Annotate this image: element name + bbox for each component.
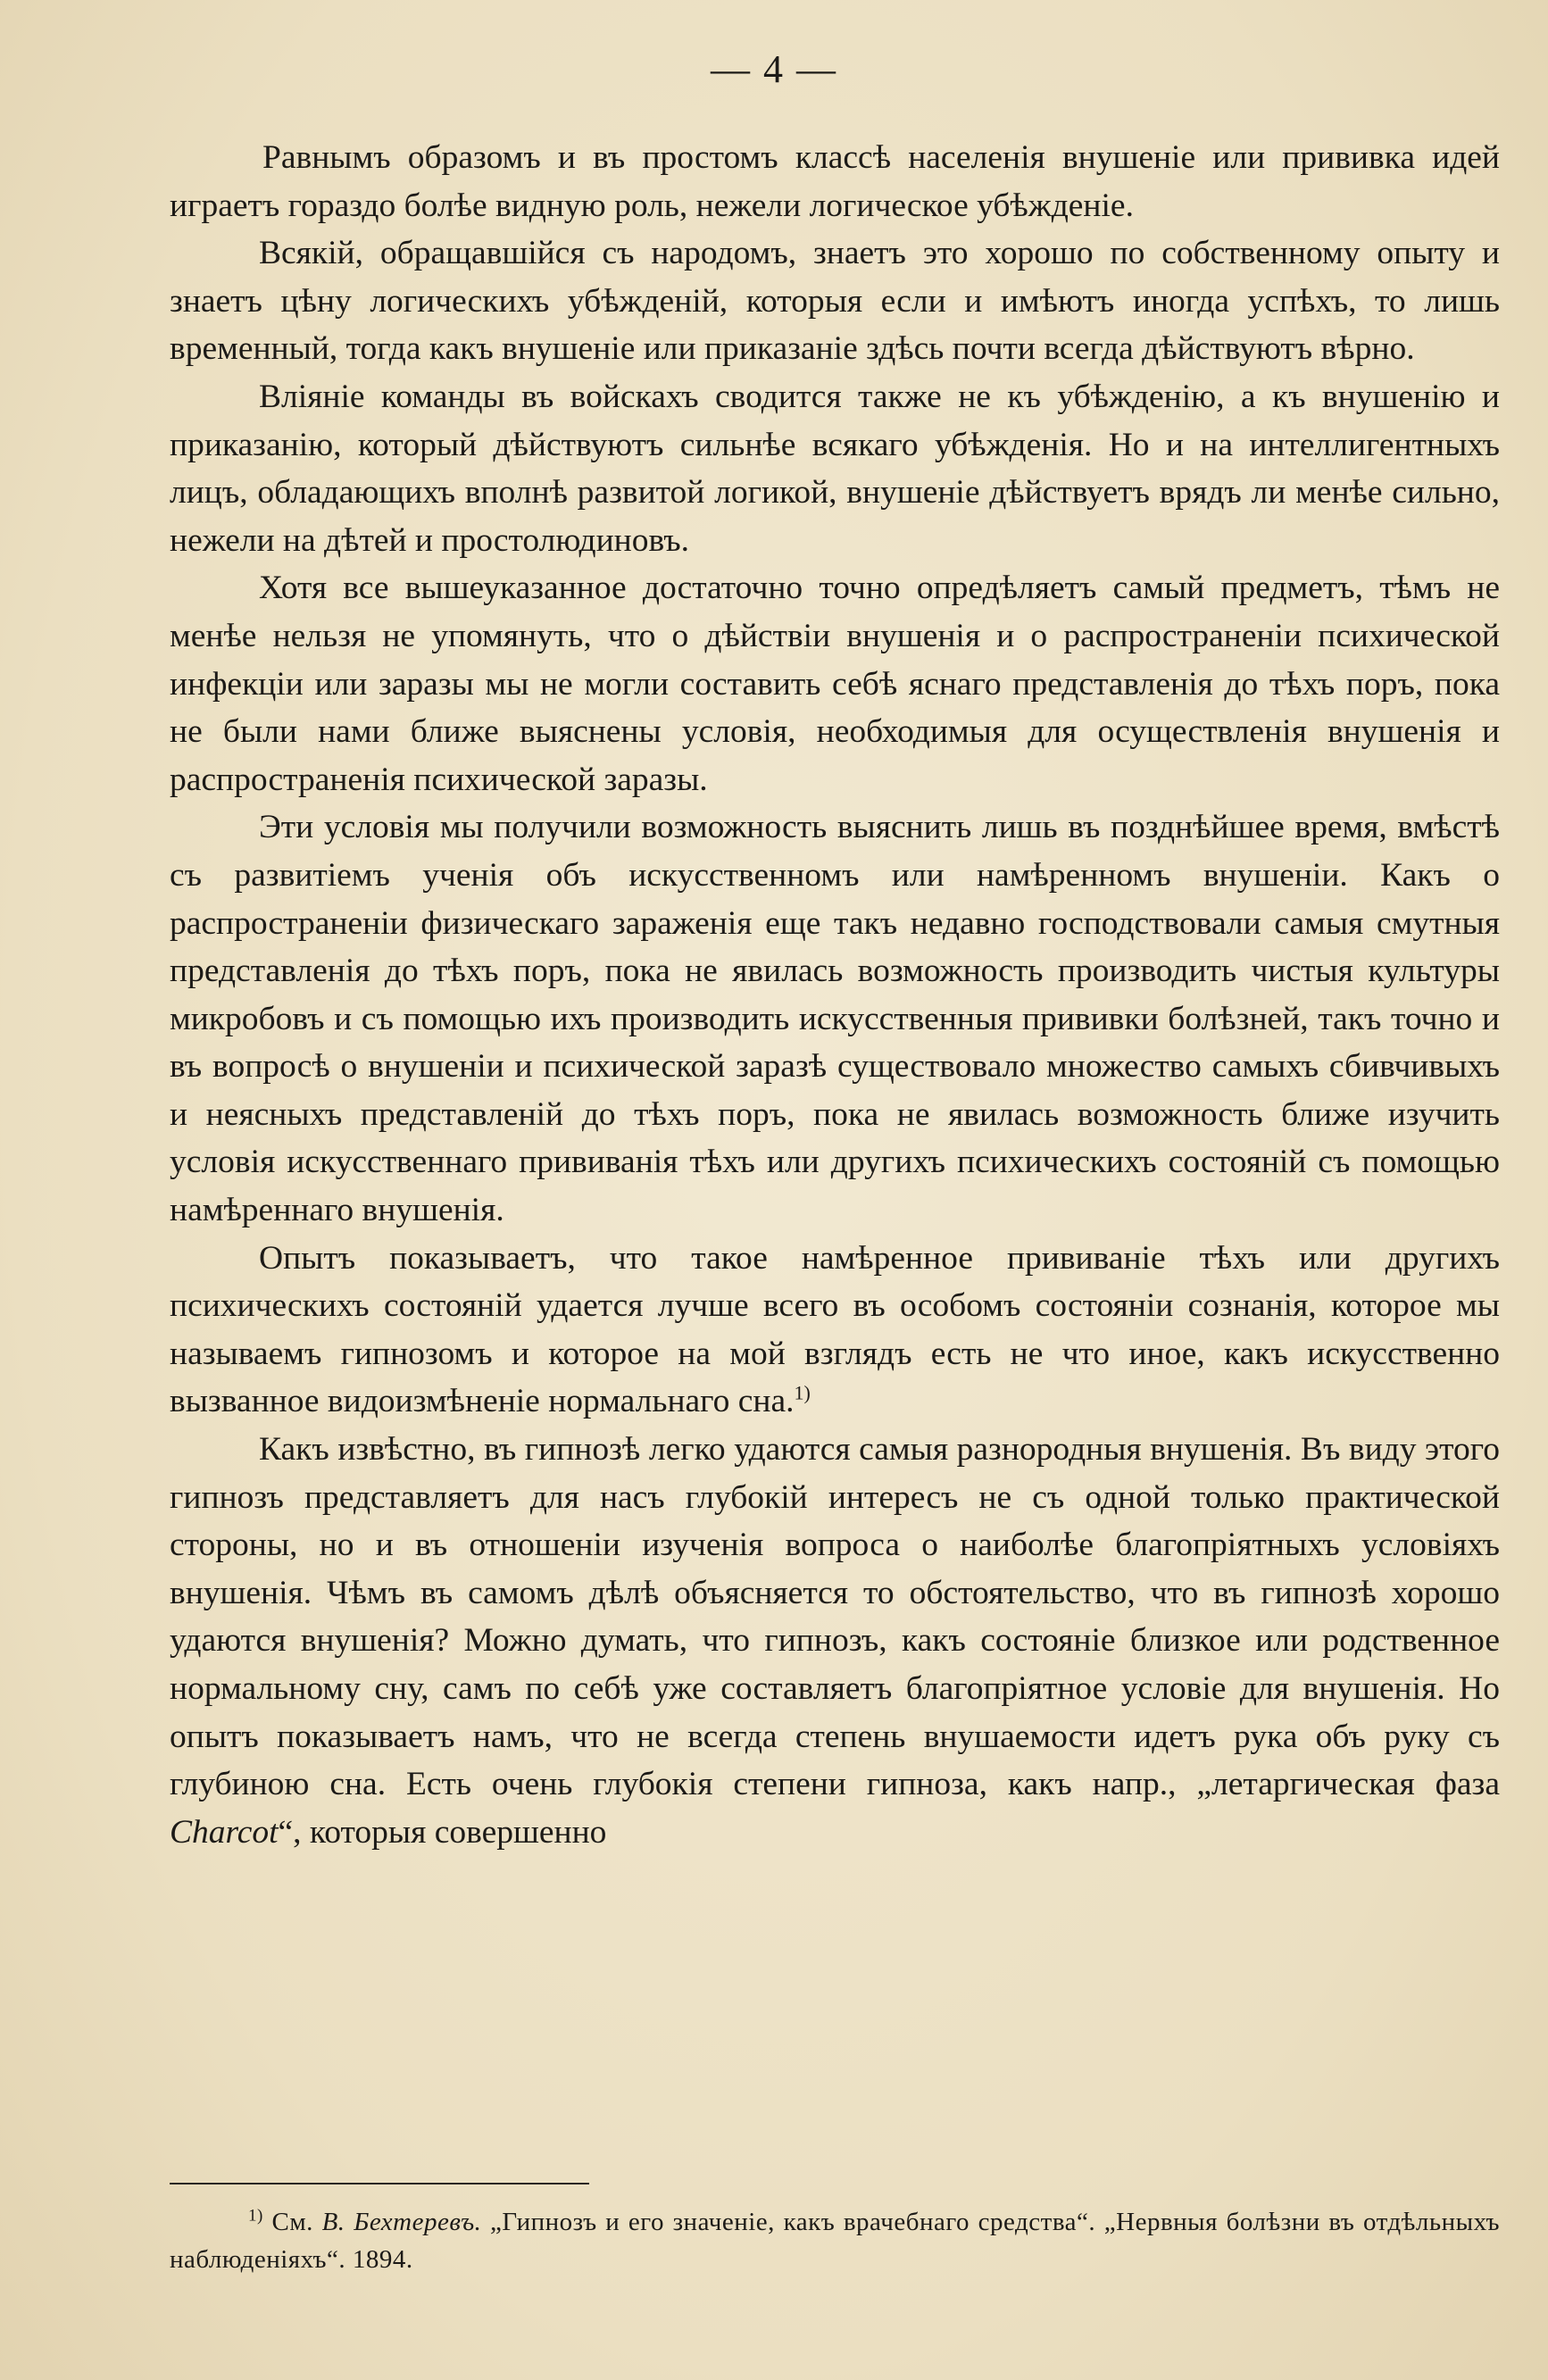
page-number: — 4 —: [711, 47, 837, 91]
paragraph-6: [170, 1235, 1500, 1426]
paragraph-7: [170, 1426, 1500, 1856]
footnote-reference: 1): [794, 1381, 811, 1404]
footnote-mark: 1): [248, 2206, 263, 2226]
footnote: [170, 2203, 1500, 2278]
paragraph-4: Хотя все вышеуказанное достаточно точно опредѣляетъ самый предметъ, тѣмъ не менѣе нельзя не упомянуть, что о дѣйствіи внушенія и о распространеніи психической инфекціи или заразы мы не могли составить себѣ яснаго представленія до тѣхъ поръ, пока не были нами ближе выяснены условія, необходимыя для осуществленія внушенія и распространенія психической заразы.: [170, 570, 1500, 798]
paragraph-3: Вліяніе команды въ войскахъ сводится также не къ убѣжденію, а къ внушенію и приказанію, который дѣйствуютъ сильнѣе всякаго убѣжденія. Но и на интеллигентныхъ лицъ, обладающихъ вполнѣ развитой логикой, внушеніе дѣйствуетъ врядъ ли менѣе сильно, нежели на дѣтей и простолюдиновъ.: [170, 378, 1500, 559]
footnote-lead: См.: [271, 2208, 313, 2236]
paragraph-5: Эти условія мы получили возможность выяснить лишь въ позднѣйшее время, вмѣстѣ съ развитіемъ ученія объ искусственномъ или намѣренномъ внушеніи. Какъ о распространеніи физическаго зараженія еще такъ недавно господствовали самыя смутныя представленія до тѣхъ поръ, пока не явилась возможность производить чистыя культуры микробовъ и съ помощью ихъ производить искусственныя прививки болѣзней, такъ точно и въ вопросѣ о внушеніи и психической заразѣ существовало множество самыхъ сбивчивыхъ и неясныхъ представленій до тѣхъ поръ, пока не явилась возможность ближе изучить условія искусственнаго прививанія тѣхъ или другихъ психическихъ состояній съ помощью намѣреннаго внушенія.: [170, 809, 1500, 1229]
paragraph-7-text: Какъ извѣстно, въ гипнозѣ легко удаются самыя разнородныя внушенія. Въ виду этого гипнозъ представляетъ для насъ глубокій интересъ не съ одной только практической стороны, но и въ отношеніи изученія вопроса о наиболѣе благопріятныхъ условіяхъ внушенія. Чѣмъ въ самомъ дѣлѣ объясняется то обстоятельство, что въ гипнозѣ хорошо удаются внушенія? Можно думать, что гипнозъ, какъ состояніе близкое или родственное нормальному сну, самъ по себѣ уже составляетъ благопріятное условіе для внушенія. Но опытъ показываетъ намъ, что не всегда степень внушаемости идетъ рука объ руку съ глубиною сна. Есть очень глубокія степени гипноза, какъ напр., „летаргическая фаза: [170, 1431, 1500, 1803]
body-text: [170, 134, 1500, 1856]
footnote-text: „Гипнозъ и его значеніе, какъ врачебнаго средства“. „Нервныя болѣзни въ отдѣльныхъ наблюденіяхъ“. 1894.: [170, 2208, 1501, 2274]
footnote-divider: [170, 2183, 589, 2184]
paragraph-6-text: Опытъ показываетъ, что такое намѣренное прививаніе тѣхъ или другихъ психическихъ состояній удается лучше всего въ особомъ состояніи сознанія, которое мы называемъ гипнозомъ и которое на мой взглядъ есть не что иное, какъ искусственно вызванное видоизмѣненіе нормальнаго сна.: [170, 1239, 1500, 1420]
paragraph-7-end: “, которыя совершенно: [278, 1813, 607, 1851]
italic-name: Charcot: [170, 1813, 279, 1851]
paragraph-1: Равнымъ образомъ и въ простомъ классѣ населенія внушеніе или прививка идей играетъ гораздо болѣе видную роль, нежели логическое убѣжденіе.: [170, 139, 1500, 224]
paragraph-2: Всякій, обращавшійся съ народомъ, знаетъ это хорошо по собственному опыту и знаетъ цѣну логическихъ убѣжденій, которыя если и имѣютъ иногда успѣхъ, то лишь временный, тогда какъ внушеніе или приказаніе здѣсь почти всегда дѣйствуютъ вѣрно.: [170, 235, 1500, 368]
footnote-author: В. Бехтеревъ.: [321, 2208, 482, 2236]
